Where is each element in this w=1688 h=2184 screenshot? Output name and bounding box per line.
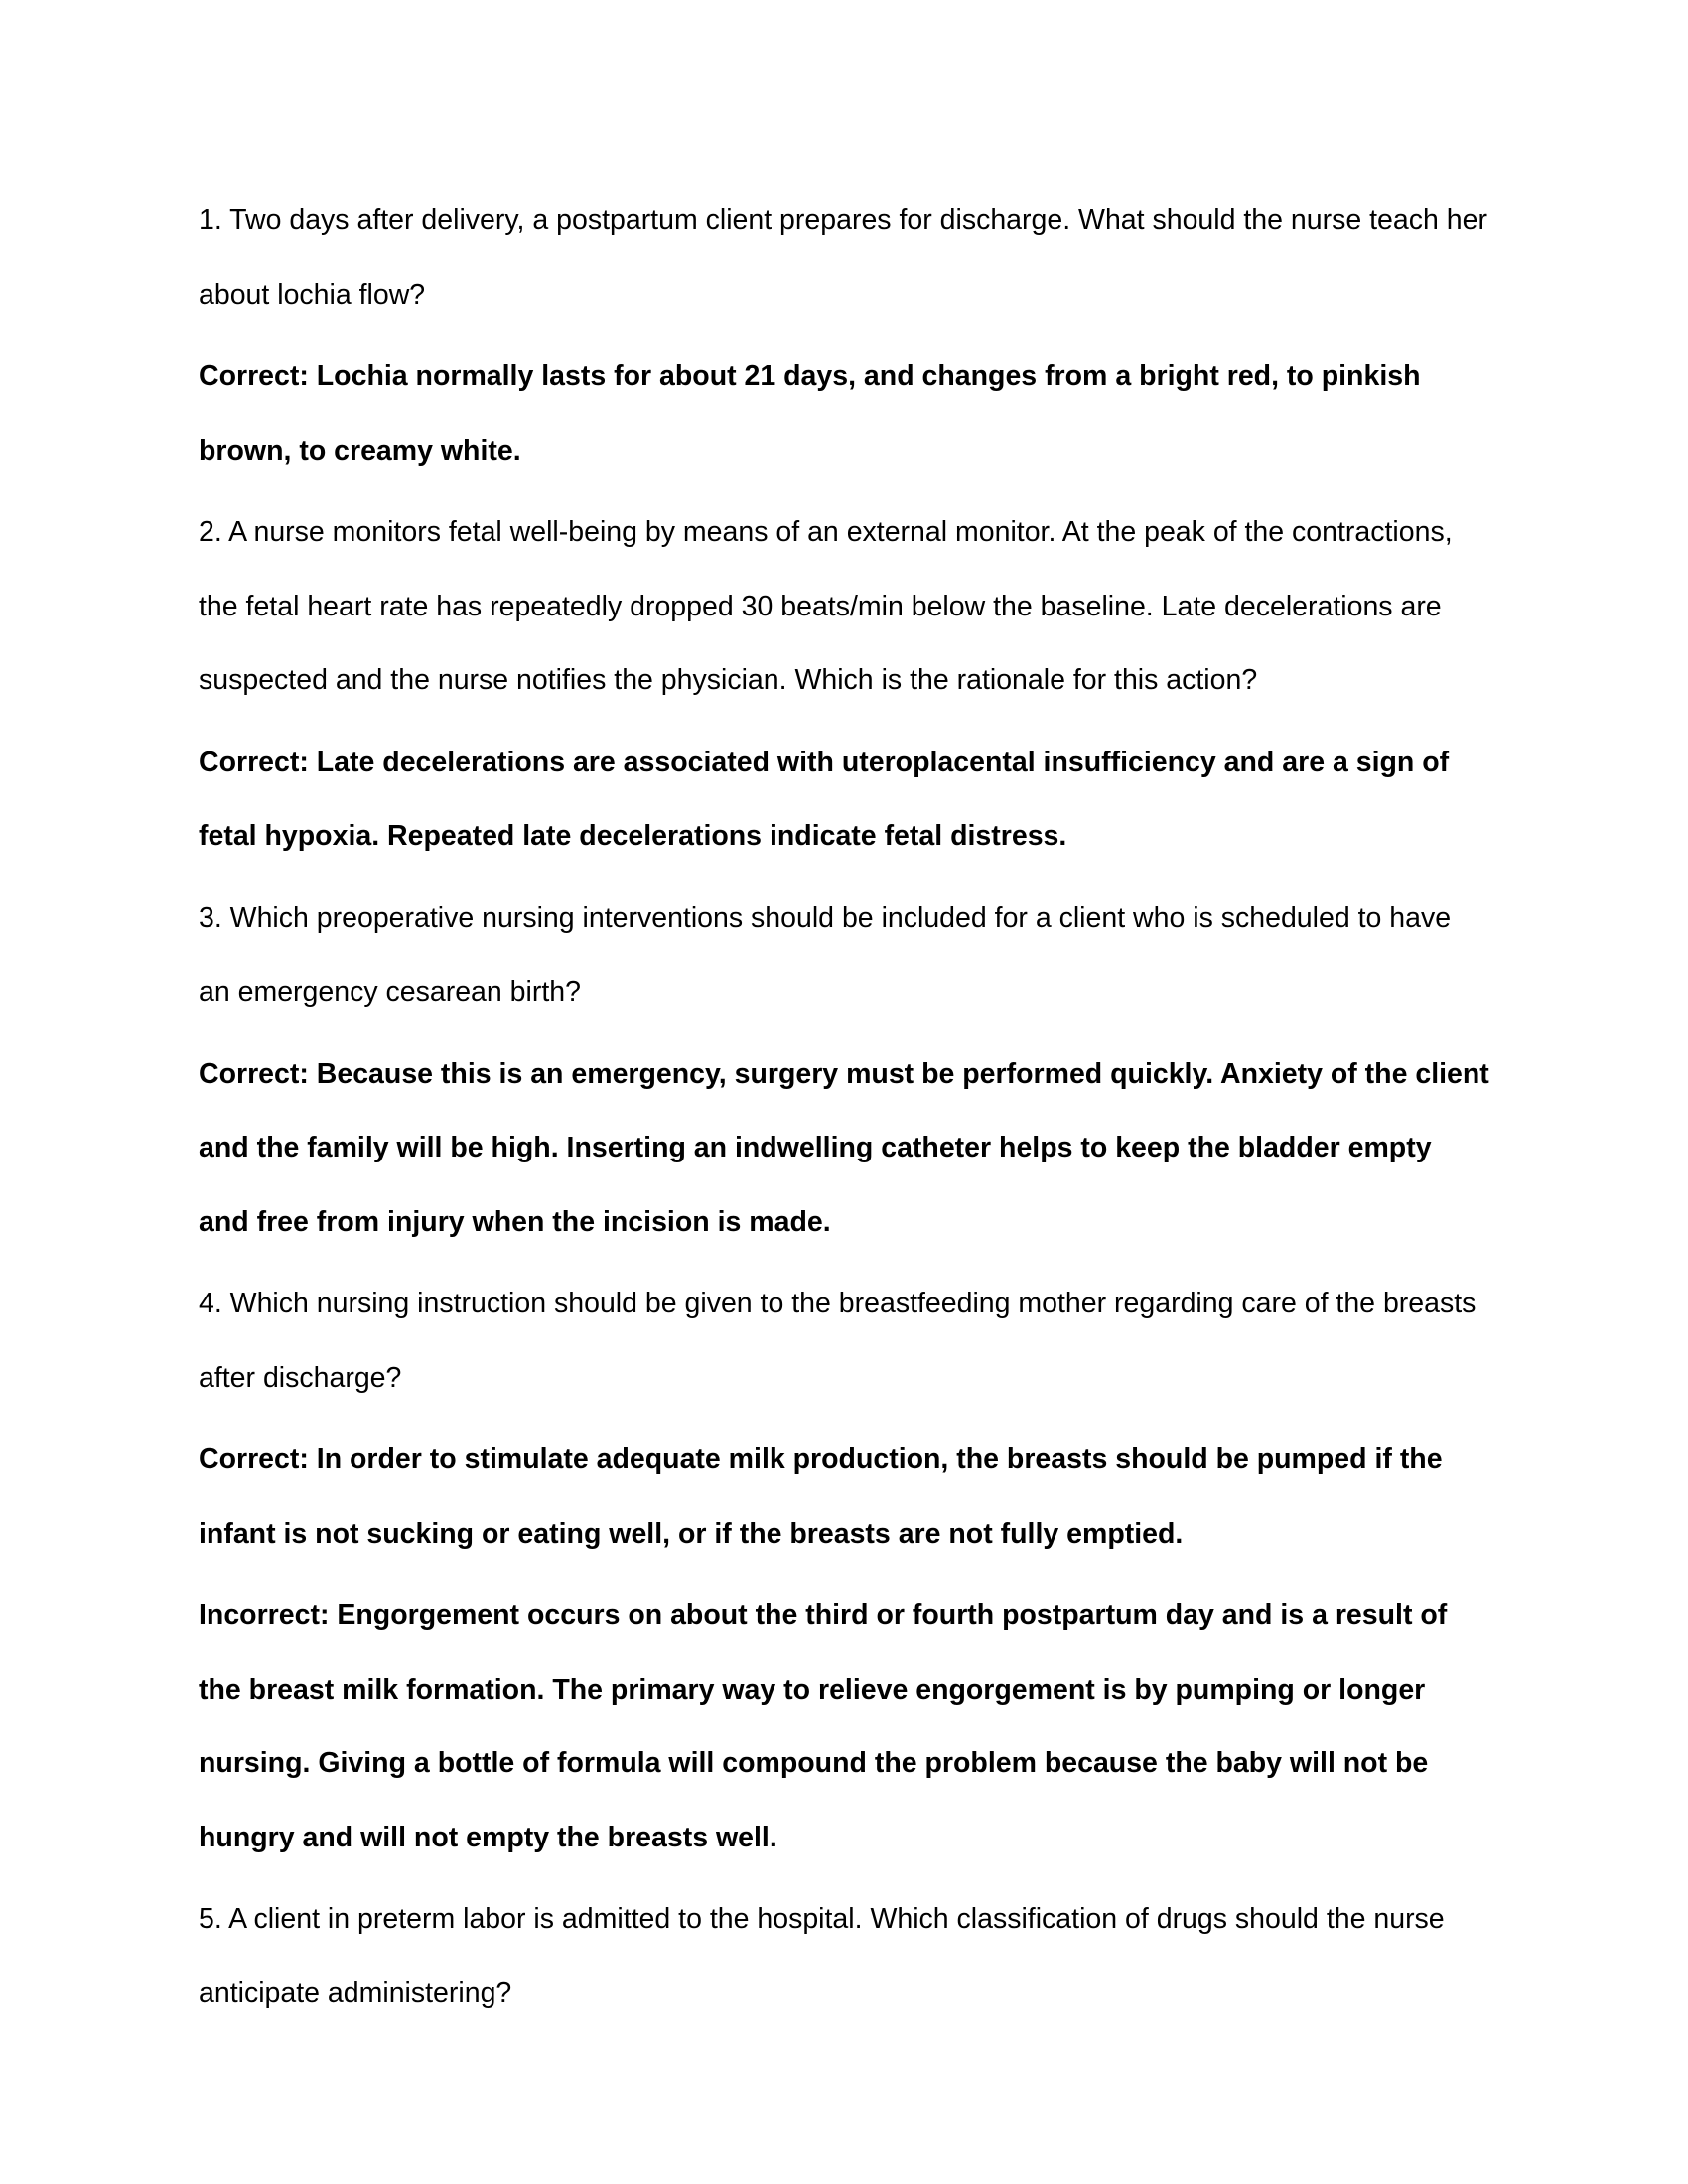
answer-4-incorrect: Incorrect: Engorgement occurs on about the third or fourth postpartum day and is a result of the breast milk formation. The primary way to relieve engorgement is by pumping or longer nursing. Giving a bottle of formula will compound the problem because the baby will not be hungry and will not empty the breasts well. [199, 1599, 1448, 1853]
question-5: 5. A client in preterm labor is admitted to the hospital. Which classification of drugs should the nurse anticipate administering? [199, 1903, 1445, 2009]
answer-1-correct: Correct: Lochia normally lasts for about 21 days, and changes from a bright red, to pinkish brown, to creamy white. [199, 360, 1421, 467]
question-1: 1. Two days after delivery, a postpartum client prepares for discharge. What should the nurse teach her about lochia flow? [199, 205, 1487, 311]
answer-3-correct: Correct: Because this is an emergency, surgery must be performed quickly. Anxiety of the client and the family will be high. Inserting an indwelling catheter helps to keep the bladder empty and free from injury when the incision is made. [199, 1057, 1489, 1238]
answer-2-correct: Correct: Late decelerations are associated with uteroplacental insufficiency and are a sign of fetal hypoxia. Repeated late decelerations indicate fetal distress. [199, 746, 1450, 852]
answer-4-correct: Correct: In order to stimulate adequate milk production, the breasts should be pumped if the infant is not sucking or eating well, or if the breasts are not fully emptied. [199, 1443, 1443, 1550]
question-2: 2. A nurse monitors fetal well-being by means of an external monitor. At the peak of the contractions, the fetal heart rate has repeatedly dropped 30 beats/min below the baseline. Late decelerations are suspected and the nurse notifies the physician. Which is the rationale for this action? [199, 516, 1453, 696]
document-body [199, 184, 1489, 2038]
question-4: 4. Which nursing instruction should be given to the breastfeeding mother regarding care of the breasts after discharge? [199, 1288, 1477, 1394]
question-3: 3. Which preoperative nursing interventions should be included for a client who is scheduled to have an emergency cesarean birth? [199, 901, 1452, 1008]
